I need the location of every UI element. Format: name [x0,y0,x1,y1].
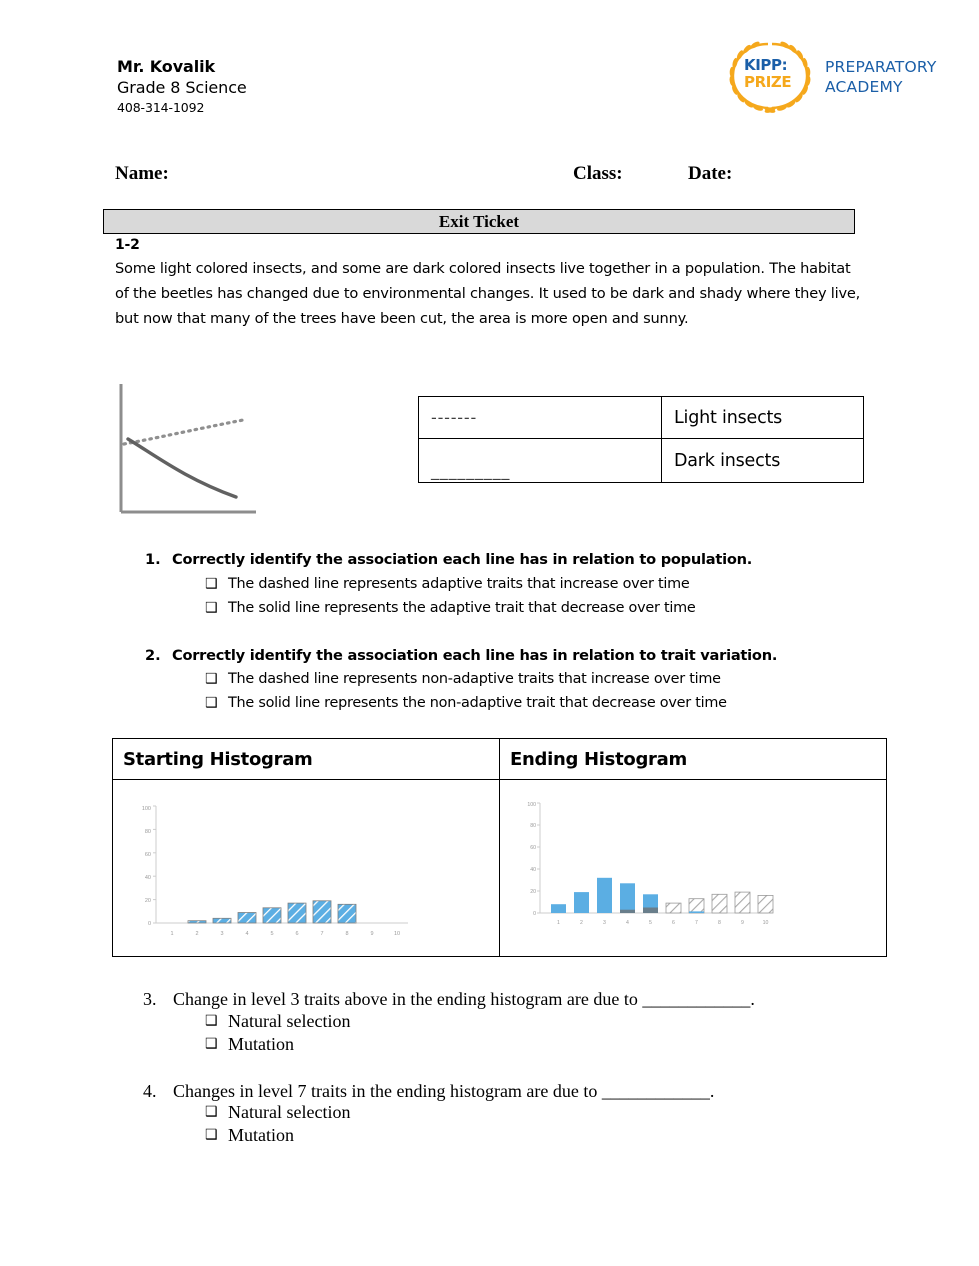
svg-text:100: 100 [141,806,151,812]
svg-text:1: 1 [170,931,174,937]
svg-text:100: 100 [527,802,536,808]
bar-7 [689,899,704,913]
prompt-number: 1-2 [115,237,140,253]
ghost-bar-7 [689,911,704,913]
logo-academy-text: ACADEMY [825,78,903,96]
question-4-text: Changes in level 7 traits in the ending histogram are due to ____________. [173,1081,715,1101]
svg-text:3: 3 [603,920,606,926]
teacher-info [117,56,247,117]
checkbox-icon[interactable]: ❑ [205,1012,218,1028]
class-label: Class: [573,163,623,184]
svg-text:5: 5 [649,920,652,926]
question-1-number: 1. [145,551,161,568]
logo-school-name [825,57,937,97]
svg-text:80: 80 [144,829,151,835]
bar-series [551,878,773,913]
ending-histogram-header: Ending Histogram [500,739,887,780]
svg-text:7: 7 [320,931,324,937]
svg-text:40: 40 [530,867,536,873]
exit-ticket-banner: Exit Ticket [103,209,855,234]
svg-text:80: 80 [530,823,536,829]
svg-text:60: 60 [530,845,536,851]
question-1-text: Correctly identify the association each line has in relation to population. [172,551,753,568]
svg-text:0: 0 [533,911,536,917]
logo-prize-text: PRIZE [744,73,792,91]
bar-4 [620,883,635,913]
checkbox-icon[interactable]: ❑ [205,576,218,592]
kipp-prize-logo [722,38,937,113]
svg-text:2: 2 [580,920,583,926]
teacher-subject: Grade 8 Science [117,78,247,97]
prompt-text: Some light colored insects, and some are dark colored insects live together in a population. The habitat of the beetles has changed due to environmental changes. It used to be dark and shady where they live, but now that many of the trees have been cut, the area is more open and sunny. [115,260,861,327]
starting-histogram-header: Starting Histogram [113,739,500,780]
svg-text:8: 8 [345,931,349,937]
ending-histogram-chart [510,795,780,935]
checkbox-icon[interactable]: ❑ [205,1126,218,1142]
student-meta-row [0,163,979,189]
svg-text:6: 6 [295,931,299,937]
question-3-number: 3. [143,989,157,1009]
svg-text:4: 4 [245,931,249,937]
question-2-option-2[interactable]: The solid line represents the non-adaptive trait that decrease over time [228,695,727,711]
table-row [113,739,887,780]
question-2-number: 2. [145,647,161,664]
logo-kipp-text: KIPP: [744,56,788,74]
bar-7 [263,908,281,923]
population-trend-line-graph [112,382,262,520]
svg-text:9: 9 [741,920,744,926]
svg-text:10: 10 [762,920,769,926]
starting-histogram-cell [113,780,500,957]
bar-5 [213,918,231,923]
dashed-light-insects-line [124,420,243,444]
svg-text:3: 3 [220,931,224,937]
date-label: Date: [688,163,733,184]
table-row [419,397,864,439]
bar-10 [338,904,356,923]
bar-8 [712,894,727,913]
question-2-option-1[interactable]: The dashed line represents non-adaptive traits that increase over time [228,671,721,687]
teacher-phone: 408-314-1092 [117,100,205,115]
starting-histogram-chart [123,798,423,950]
svg-text:1: 1 [557,920,560,926]
bar-series [188,901,356,923]
svg-text:10: 10 [393,931,401,937]
bar-9 [735,892,750,913]
x-tick-labels [170,931,400,937]
svg-text:8: 8 [718,920,721,926]
bar-2 [574,892,589,913]
svg-text:20: 20 [144,898,151,904]
checkbox-icon[interactable]: ❑ [205,695,218,711]
svg-text:9: 9 [370,931,374,937]
question-3-option-1[interactable]: Natural selection [228,1011,351,1031]
question-1-option-1[interactable]: The dashed line represents adaptive traits that increase over time [228,576,690,592]
y-tick-labels [142,806,151,927]
checkbox-icon[interactable]: ❑ [205,600,218,616]
svg-text:0: 0 [147,921,151,927]
svg-text:2: 2 [195,931,199,937]
question-4-number: 4. [143,1081,157,1101]
logo-preparatory-text: PREPARATORY [825,58,937,76]
y-tick-labels [527,802,536,917]
teacher-name: Mr. Kovalik [117,57,216,76]
ending-histogram-cell [500,780,887,957]
svg-text:7: 7 [695,920,698,926]
table-row [113,780,887,957]
svg-text:6: 6 [672,920,675,926]
ghost-bar-5 [643,908,658,914]
question-1-option-2[interactable]: The solid line represents the adaptive trait that decrease over time [228,600,696,616]
svg-text:5: 5 [270,931,274,937]
svg-text:20: 20 [530,889,536,895]
x-tick-labels [557,920,768,926]
bar-6 [666,903,681,913]
question-4-option-2[interactable]: Mutation [228,1125,294,1145]
bar-10 [758,895,773,913]
question-3-text: Change in level 3 traits above in the ending histogram are due to ____________. [173,989,755,1009]
bar-3 [597,878,612,913]
checkbox-icon[interactable]: ❑ [205,671,218,687]
svg-text:4: 4 [626,920,629,926]
solid-dark-insects-line [128,439,236,497]
legend-key-dashed: ------- [419,397,662,439]
histogram-comparison-table [112,738,887,957]
bar-4 [188,921,206,923]
bar-8 [288,903,306,923]
question-3-option-2[interactable]: Mutation [228,1034,294,1054]
legend-label-light-insects: Light insects [662,397,864,439]
page-header [0,0,979,140]
bar-1 [551,904,566,913]
insect-legend-table [418,396,864,483]
svg-text:40: 40 [144,875,151,881]
legend-key-solid: _________ [419,439,662,483]
bar-6 [238,913,256,924]
name-label: Name: [115,163,169,184]
table-row [419,439,864,483]
question-2-text: Correctly identify the association each line has in relation to trait variation. [172,647,778,664]
checkbox-icon[interactable]: ❑ [205,1035,218,1051]
svg-text:60: 60 [144,852,151,858]
checkbox-icon[interactable]: ❑ [205,1103,218,1119]
ghost-bar-4 [620,910,635,913]
bar-9 [313,901,331,923]
question-4-option-1[interactable]: Natural selection [228,1102,351,1122]
legend-label-dark-insects: Dark insects [662,439,864,483]
